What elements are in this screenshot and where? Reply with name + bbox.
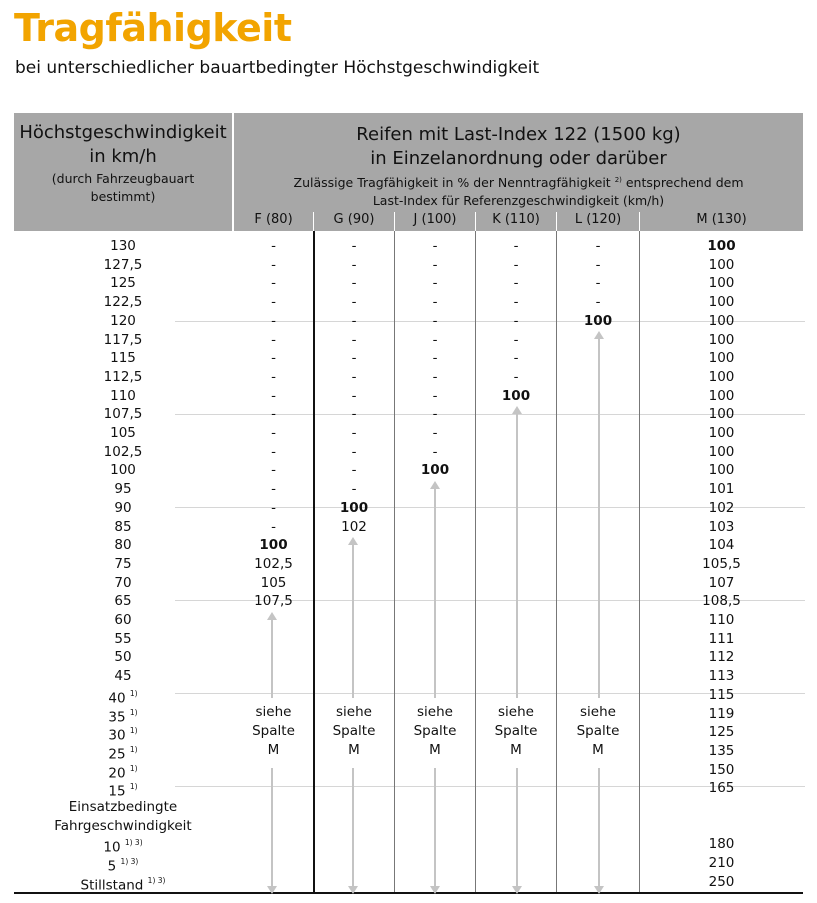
- speed-note-line2: bestimmt): [90, 189, 156, 204]
- speed-cell: [14, 686, 232, 705]
- value-cell-f: -: [271, 443, 276, 460]
- value-cell-f: -: [271, 294, 276, 311]
- einsatz-label: Fahrgeschwindigkeit: [54, 817, 192, 834]
- speed-cell: [14, 761, 232, 780]
- footnote-ref: 1) 3): [147, 875, 166, 885]
- table-row: [0, 667, 817, 686]
- value-cell-k: -: [513, 256, 519, 273]
- siehe-line2: Spalte: [252, 723, 295, 739]
- speed-note-line1: (durch Fahrzeugbauart: [51, 171, 195, 186]
- value-cell-j: -: [432, 331, 438, 348]
- value-cell-g: -: [351, 387, 357, 404]
- table-row: [0, 368, 817, 387]
- value-cell-f: -: [271, 462, 276, 479]
- value-cell-m: 100: [708, 425, 735, 441]
- value-cell-g: -: [351, 462, 357, 479]
- value-cell-m: 113: [708, 668, 735, 685]
- value-cell-g: -: [351, 350, 357, 367]
- value-cell-k: -: [513, 294, 519, 311]
- value-cell-m: 100: [708, 462, 735, 479]
- value-cell-f: 100: [259, 537, 288, 554]
- value-cell-m: 250: [708, 873, 735, 890]
- speed-value: 10: [103, 839, 121, 856]
- value-cell-f: -: [271, 387, 276, 404]
- speed-cell: [14, 331, 232, 350]
- table-row: [0, 761, 817, 780]
- value-cell-m: 100: [708, 294, 735, 311]
- speed-cell: [14, 349, 232, 368]
- value-cell-f: 107,5: [254, 593, 293, 610]
- value-cell-g: 102: [341, 518, 367, 535]
- column-header-k: K (110): [492, 212, 540, 227]
- speed-value: 30: [108, 727, 126, 744]
- value-cell-k: -: [513, 350, 519, 367]
- speed-value: 117,5: [103, 331, 143, 348]
- table-row: [0, 648, 817, 667]
- speed-value: 20: [108, 765, 126, 782]
- speed-value: 55: [114, 630, 132, 647]
- value-cell-k: -: [513, 312, 519, 329]
- speed-title-line2: in km/h: [89, 146, 157, 167]
- table-row: [0, 705, 817, 724]
- value-cell-m: 100: [708, 443, 735, 460]
- table-row: [0, 237, 817, 256]
- load-index-title-line2: in Einzelanordnung oder darüber: [370, 148, 667, 169]
- siehe-line1: siehe: [255, 704, 292, 720]
- speed-cell: [14, 480, 232, 499]
- einsatz-label: Einsatzbedingte: [68, 799, 178, 815]
- table-row: [0, 536, 817, 555]
- table-row: [0, 817, 817, 836]
- value-cell-m: 108,5: [702, 593, 741, 610]
- value-cell-m: 165: [708, 780, 735, 797]
- footnote-ref: 1): [129, 707, 138, 717]
- speed-value: 80: [114, 537, 132, 554]
- table-row: [0, 499, 817, 518]
- value-cell-f: 102,5: [254, 555, 293, 572]
- siehe-line3: M: [429, 742, 441, 758]
- speed-cell: [14, 873, 232, 892]
- siehe-line1: siehe: [580, 704, 616, 720]
- speed-value: 65: [114, 593, 132, 610]
- siehe-line1: siehe: [498, 704, 534, 720]
- value-cell-m: 100: [708, 368, 735, 385]
- footnote-ref: 1) 3): [120, 857, 139, 867]
- value-cell-g: -: [351, 275, 357, 292]
- value-cell-g: -: [351, 368, 357, 385]
- column-header-g: G (90): [333, 212, 375, 227]
- siehe-line3: M: [348, 742, 360, 758]
- column-header-m: M (130): [696, 212, 747, 227]
- speed-cell: [14, 648, 232, 667]
- value-cell-f: -: [271, 275, 276, 292]
- speed-value: 105: [110, 425, 136, 441]
- speed-cell: [14, 742, 232, 761]
- speed-cell: [14, 312, 232, 331]
- speed-cell: [14, 424, 232, 443]
- table-row: [0, 779, 817, 798]
- value-cell-m: 112: [708, 649, 735, 666]
- value-cell-j: -: [432, 238, 438, 254]
- speed-value: 85: [114, 518, 132, 535]
- speed-value: 95: [114, 481, 132, 498]
- table-row: [0, 256, 817, 275]
- table-row: [0, 405, 817, 424]
- siehe-line1: siehe: [336, 704, 372, 720]
- speed-value: Stillstand: [80, 877, 144, 894]
- value-cell-m: 125: [708, 724, 735, 741]
- page-subtitle: bei unterschiedlicher bauartbedingter Höchstgeschwindigkeit: [15, 58, 540, 78]
- siehe-line2: Spalte: [332, 723, 376, 739]
- table-row: [0, 686, 817, 705]
- speed-value: 90: [114, 499, 132, 516]
- value-cell-j: 100: [420, 462, 450, 479]
- load-index-note-line2: Last-Index für Referenzgeschwindigkeit (km/h): [372, 193, 665, 209]
- value-cell-m: 115: [708, 686, 735, 703]
- speed-title-line1: Höchstgeschwindigkeit: [19, 122, 227, 143]
- value-cell-m: 103: [708, 518, 735, 535]
- footnote-ref: 1): [129, 763, 138, 773]
- table-row: [0, 574, 817, 593]
- value-cell-m: 100: [708, 275, 735, 292]
- load-index-title-line1: Reifen mit Last-Index 122 (1500 kg): [356, 124, 681, 145]
- siehe-line3: M: [267, 742, 280, 758]
- speed-value: 112,5: [103, 368, 143, 385]
- speed-cell: [14, 835, 232, 854]
- note-text-b: entsprechend dem: [625, 175, 744, 191]
- speed-cell: [14, 630, 232, 649]
- value-cell-g: 100: [339, 499, 369, 516]
- value-cell-m: 104: [708, 537, 735, 554]
- value-cell-g: -: [351, 312, 357, 329]
- value-cell-g: -: [351, 256, 357, 273]
- siehe-line2: Spalte: [576, 723, 620, 739]
- speed-value: 60: [114, 612, 132, 628]
- siehe-line3: M: [510, 742, 522, 758]
- value-cell-l: -: [595, 238, 601, 254]
- speed-cell: [14, 274, 232, 293]
- speed-value: 125: [110, 275, 136, 292]
- footnote-ref: 1): [129, 726, 138, 736]
- table-row: [0, 443, 817, 462]
- value-cell-l: -: [595, 294, 601, 311]
- value-cell-f: -: [271, 518, 276, 535]
- value-cell-m: 105,5: [702, 555, 741, 572]
- table-row: [0, 873, 817, 892]
- speed-cell: [14, 293, 232, 312]
- value-cell-j: -: [432, 256, 438, 273]
- value-cell-j: -: [432, 368, 438, 385]
- value-cell-m: 100: [708, 331, 735, 348]
- page-title: Tragfähigkeit: [14, 6, 292, 50]
- value-cell-j: -: [432, 425, 438, 441]
- speed-value: 50: [114, 649, 132, 666]
- value-cell-j: -: [432, 443, 438, 460]
- speed-cell: [14, 592, 232, 611]
- value-cell-k: -: [513, 331, 519, 348]
- column-header-j: J (100): [413, 212, 457, 227]
- table-row: [0, 798, 817, 817]
- column-header-l: L (120): [574, 212, 622, 227]
- value-cell-j: -: [432, 294, 438, 311]
- speed-cell: [14, 237, 232, 256]
- speed-value: 70: [114, 574, 132, 591]
- speed-value: 107,5: [103, 406, 143, 423]
- value-cell-m: 110: [708, 612, 735, 628]
- table-row: [0, 630, 817, 649]
- value-cell-f: -: [271, 368, 276, 385]
- speed-value: 40: [108, 690, 126, 707]
- table-row: [0, 331, 817, 350]
- value-cell-f: -: [271, 406, 276, 423]
- value-cell-l: -: [595, 256, 601, 273]
- speed-value: 75: [114, 555, 132, 572]
- column-header-f: F (80): [254, 212, 293, 227]
- speed-value: 120: [110, 312, 136, 329]
- speed-cell: [14, 499, 232, 518]
- footnote-ref: 1) 3): [124, 838, 143, 848]
- value-cell-m: 100: [707, 238, 736, 254]
- speed-value: 5: [107, 858, 117, 875]
- siehe-line2: Spalte: [413, 723, 457, 739]
- speed-cell: [14, 667, 232, 686]
- value-cell-k: 100: [501, 387, 531, 404]
- table-row: [0, 854, 817, 873]
- note-footnote-ref: 2): [614, 176, 622, 184]
- speed-value: 35: [108, 709, 126, 725]
- speed-value: 25: [108, 746, 126, 763]
- value-cell-m: 100: [708, 406, 735, 423]
- value-cell-f: -: [271, 256, 276, 273]
- value-cell-f: -: [271, 312, 276, 329]
- speed-cell: [14, 779, 232, 798]
- value-cell-m: 100: [708, 387, 735, 404]
- value-cell-k: -: [513, 368, 519, 385]
- footnote-ref: 1): [129, 782, 138, 792]
- table-row: [0, 480, 817, 499]
- value-cell-j: -: [432, 312, 438, 329]
- speed-value: 102,5: [103, 443, 143, 460]
- table-row: [0, 742, 817, 761]
- footnote-ref: 1): [129, 744, 138, 754]
- speed-value: 100: [110, 462, 136, 479]
- value-cell-f: -: [271, 350, 276, 367]
- speed-value: 130: [110, 238, 136, 254]
- speed-value: 110: [110, 387, 136, 404]
- value-cell-m: 100: [708, 312, 735, 329]
- siehe-line2: Spalte: [494, 723, 538, 739]
- table-row: [0, 274, 817, 293]
- value-cell-j: -: [432, 350, 438, 367]
- speed-value: 45: [114, 668, 132, 685]
- speed-cell: [14, 723, 232, 742]
- value-cell-m: 100: [708, 256, 735, 273]
- table-row: [0, 312, 817, 331]
- value-cell-g: -: [351, 443, 357, 460]
- value-cell-f: -: [271, 238, 276, 254]
- value-cell-g: -: [351, 331, 357, 348]
- value-cell-k: -: [513, 275, 519, 292]
- speed-cell: [14, 611, 232, 630]
- value-cell-f: -: [271, 425, 276, 441]
- table-row: [0, 555, 817, 574]
- speed-cell: [14, 256, 232, 275]
- value-cell-m: 180: [708, 836, 735, 853]
- table-row: [0, 723, 817, 742]
- value-cell-m: 210: [708, 855, 735, 872]
- value-cell-g: -: [351, 294, 357, 311]
- value-cell-f: 105: [260, 574, 287, 591]
- value-cell-j: -: [432, 387, 438, 404]
- speed-cell: [14, 518, 232, 537]
- value-cell-m: 111: [708, 630, 735, 647]
- value-cell-f: -: [271, 499, 276, 516]
- table-row: [0, 387, 817, 406]
- speed-cell: [14, 536, 232, 555]
- speed-cell: [14, 368, 232, 387]
- table-row: [0, 611, 817, 630]
- value-cell-m: 107: [708, 574, 735, 591]
- table-row: [0, 835, 817, 854]
- table-row: [0, 461, 817, 480]
- speed-cell: [14, 574, 232, 593]
- value-cell-g: -: [351, 238, 357, 254]
- siehe-line3: M: [592, 742, 604, 758]
- value-cell-g: -: [351, 481, 357, 498]
- table-row: [0, 424, 817, 443]
- speed-cell: [14, 555, 232, 574]
- siehe-line1: siehe: [417, 704, 453, 720]
- value-cell-l: -: [595, 275, 601, 292]
- value-cell-j: -: [432, 406, 438, 423]
- value-cell-m: 119: [708, 705, 735, 722]
- speed-value: 127,5: [103, 256, 143, 273]
- speed-cell: [14, 387, 232, 406]
- value-cell-f: -: [271, 481, 276, 498]
- value-cell-g: -: [351, 406, 357, 423]
- table-row: [0, 349, 817, 368]
- value-cell-k: -: [513, 238, 519, 254]
- table-row: [0, 592, 817, 611]
- speed-cell: [14, 461, 232, 480]
- footnote-ref: 1): [129, 688, 138, 698]
- value-cell-m: 102: [708, 499, 735, 516]
- speed-cell: [14, 443, 232, 462]
- speed-value: 115: [110, 350, 136, 367]
- table-row: [0, 293, 817, 312]
- value-cell-m: 101: [708, 481, 735, 498]
- table-row: [0, 518, 817, 537]
- value-cell-j: -: [432, 275, 438, 292]
- value-cell-m: 135: [708, 742, 735, 759]
- speed-value: 15: [108, 783, 126, 800]
- value-cell-g: -: [351, 425, 357, 441]
- value-cell-f: -: [271, 331, 276, 348]
- speed-cell: [14, 705, 232, 724]
- speed-cell: [14, 405, 232, 424]
- speed-value: 122,5: [103, 294, 143, 311]
- value-cell-l: 100: [583, 312, 613, 329]
- value-cell-m: 150: [708, 761, 735, 778]
- value-cell-m: 100: [708, 350, 735, 367]
- note-text-a: Zulässige Tragfähigkeit in % der Nenntragfähigkeit: [293, 175, 611, 191]
- speed-cell: [14, 854, 232, 873]
